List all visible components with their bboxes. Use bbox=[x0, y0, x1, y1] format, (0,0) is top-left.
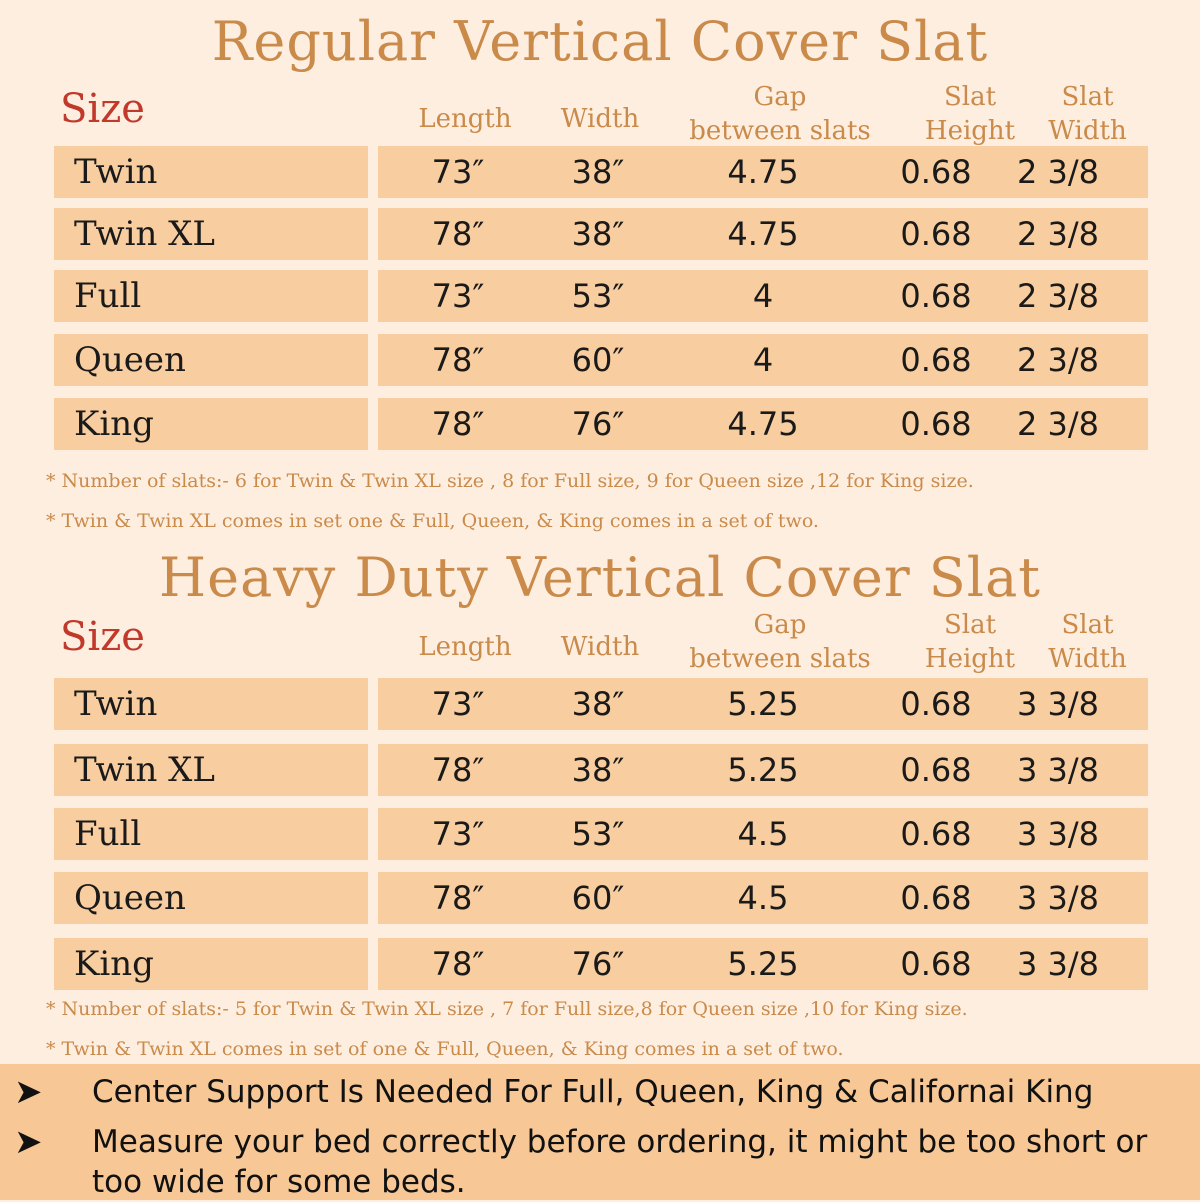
width-value: 38″ bbox=[571, 215, 625, 253]
length-value: 78″ bbox=[431, 341, 485, 379]
height-value: 0.68 bbox=[900, 215, 972, 253]
swidth-value: 2 3/8 bbox=[1016, 341, 1100, 379]
gap-value: 5.25 bbox=[727, 685, 799, 723]
heavy-slat-width-header-line1: Slat bbox=[1061, 610, 1114, 640]
table-row bbox=[54, 678, 1148, 730]
size-cell bbox=[54, 678, 368, 730]
regular-width-header: Width bbox=[560, 104, 640, 134]
width-value: 38″ bbox=[571, 751, 625, 789]
table-row bbox=[54, 334, 1148, 386]
size-label: Full bbox=[74, 814, 142, 854]
table-row bbox=[54, 808, 1148, 860]
swidth-value: 3 3/8 bbox=[1016, 685, 1100, 723]
size-label: Twin XL bbox=[74, 750, 215, 790]
swidth-value: 3 3/8 bbox=[1016, 751, 1100, 789]
size-cell bbox=[54, 146, 368, 198]
heavy-length-header: Length bbox=[418, 632, 512, 662]
heavy-gap-header-line1: Gap bbox=[753, 610, 807, 640]
table-row bbox=[54, 872, 1148, 924]
size-label: Twin XL bbox=[74, 214, 215, 254]
size-cell bbox=[54, 872, 368, 924]
heavy-width-header: Width bbox=[560, 632, 640, 662]
length-value: 73″ bbox=[431, 815, 485, 853]
height-value: 0.68 bbox=[900, 153, 972, 191]
length-value: 78″ bbox=[431, 405, 485, 443]
regular-gap-header bbox=[680, 80, 880, 148]
heavy-gap-header bbox=[680, 608, 880, 676]
size-label: Twin bbox=[74, 684, 158, 724]
size-label: King bbox=[74, 944, 154, 984]
length-value: 73″ bbox=[431, 153, 485, 191]
length-value: 78″ bbox=[431, 751, 485, 789]
heavy-slat-height-header-line1: Slat bbox=[943, 610, 997, 640]
size-cell bbox=[54, 270, 368, 322]
heavy-slat-height-header bbox=[915, 608, 1025, 676]
size-label: Full bbox=[74, 276, 142, 316]
height-value: 0.68 bbox=[900, 879, 972, 917]
regular-title: Regular Vertical Cover Slat bbox=[211, 10, 989, 73]
size-cell bbox=[54, 208, 368, 260]
length-value: 78″ bbox=[431, 215, 485, 253]
heavy-size-header: Size bbox=[60, 614, 145, 660]
width-value: 60″ bbox=[571, 341, 625, 379]
bullet-measure-bed: Measure your bed correctly before ordering, it might be too short or too wide for some beds. bbox=[92, 1124, 1148, 1200]
height-value: 0.68 bbox=[900, 405, 972, 443]
height-value: 0.68 bbox=[900, 341, 972, 379]
table-row bbox=[54, 938, 1148, 990]
regular-note-sets: * Twin & Twin XL comes in set one & Full, Queen, & King comes in a set of two. bbox=[46, 510, 819, 532]
swidth-value: 3 3/8 bbox=[1016, 945, 1100, 983]
gap-value: 5.25 bbox=[727, 751, 799, 789]
regular-slat-height-header-line2: Height bbox=[924, 116, 1016, 146]
regular-slat-width-header bbox=[1035, 80, 1140, 148]
length-value: 73″ bbox=[431, 277, 485, 315]
info-band bbox=[0, 1064, 1200, 1200]
arrow-bullet-icon: ➤ bbox=[14, 1072, 43, 1112]
regular-note-slat-count: * Number of slats:- 6 for Twin & Twin XL size , 8 for Full size, 9 for Queen size ,12 for King size. bbox=[46, 470, 974, 492]
heavy-note-sets: * Twin & Twin XL comes in set of one & Full, Queen, & King comes in a set of two. bbox=[46, 1038, 844, 1060]
height-value: 0.68 bbox=[900, 277, 972, 315]
length-value: 78″ bbox=[431, 879, 485, 917]
swidth-value: 2 3/8 bbox=[1016, 215, 1100, 253]
gap-value: 4.75 bbox=[727, 215, 799, 253]
gap-value: 4.5 bbox=[737, 879, 789, 917]
heavy-note-slat-count: * Number of slats:- 5 for Twin & Twin XL size , 7 for Full size,8 for Queen size ,10 for King size. bbox=[46, 998, 968, 1020]
heavy-slat-width-header bbox=[1035, 608, 1140, 676]
size-cell bbox=[54, 744, 368, 796]
size-cell bbox=[54, 938, 368, 990]
width-value: 76″ bbox=[571, 405, 625, 443]
size-label: Queen bbox=[74, 878, 186, 918]
table-row bbox=[54, 270, 1148, 322]
table-row bbox=[54, 398, 1148, 450]
gap-value: 4.75 bbox=[727, 405, 799, 443]
width-value: 60″ bbox=[571, 879, 625, 917]
width-value: 38″ bbox=[571, 153, 625, 191]
width-value: 53″ bbox=[571, 277, 625, 315]
width-value: 76″ bbox=[571, 945, 625, 983]
regular-size-header: Size bbox=[60, 86, 145, 132]
size-label: King bbox=[74, 404, 154, 444]
gap-value: 4.5 bbox=[737, 815, 789, 853]
regular-gap-header-line1: Gap bbox=[753, 82, 807, 112]
gap-value: 4 bbox=[752, 277, 774, 315]
size-cell bbox=[54, 808, 368, 860]
table-row bbox=[54, 146, 1148, 198]
heavy-title: Heavy Duty Vertical Cover Slat bbox=[159, 546, 1041, 609]
heavy-slat-height-header-line2: Height bbox=[924, 644, 1016, 674]
regular-slat-width-header-line1: Slat bbox=[1061, 82, 1114, 112]
height-value: 0.68 bbox=[900, 685, 972, 723]
regular-gap-header-line2: between slats bbox=[689, 116, 871, 146]
regular-slat-height-header-line1: Slat bbox=[943, 82, 997, 112]
swidth-value: 2 3/8 bbox=[1016, 277, 1100, 315]
gap-value: 4 bbox=[752, 341, 774, 379]
gap-value: 4.75 bbox=[727, 153, 799, 191]
size-cell bbox=[54, 334, 368, 386]
width-value: 38″ bbox=[571, 685, 625, 723]
arrow-bullet-icon: ➤ bbox=[14, 1122, 43, 1162]
heavy-gap-header-line2: between slats bbox=[689, 644, 871, 674]
swidth-value: 2 3/8 bbox=[1016, 405, 1100, 443]
size-cell bbox=[54, 398, 368, 450]
regular-length-header: Length bbox=[418, 104, 512, 134]
table-row bbox=[54, 208, 1148, 260]
height-value: 0.68 bbox=[900, 945, 972, 983]
table-row bbox=[54, 744, 1148, 796]
regular-slat-width-header-line2: Width bbox=[1048, 116, 1127, 146]
length-value: 73″ bbox=[431, 685, 485, 723]
height-value: 0.68 bbox=[900, 751, 972, 789]
width-value: 53″ bbox=[571, 815, 625, 853]
regular-slat-height-header bbox=[915, 80, 1025, 148]
bullet-center-support: Center Support Is Needed For Full, Queen, King & Californai King bbox=[92, 1074, 1094, 1110]
size-label: Twin bbox=[74, 152, 158, 192]
size-label: Queen bbox=[74, 340, 186, 380]
heavy-slat-width-header-line2: Width bbox=[1048, 644, 1127, 674]
height-value: 0.68 bbox=[900, 815, 972, 853]
gap-value: 5.25 bbox=[727, 945, 799, 983]
swidth-value: 3 3/8 bbox=[1016, 815, 1100, 853]
length-value: 78″ bbox=[431, 945, 485, 983]
swidth-value: 3 3/8 bbox=[1016, 879, 1100, 917]
swidth-value: 2 3/8 bbox=[1016, 153, 1100, 191]
